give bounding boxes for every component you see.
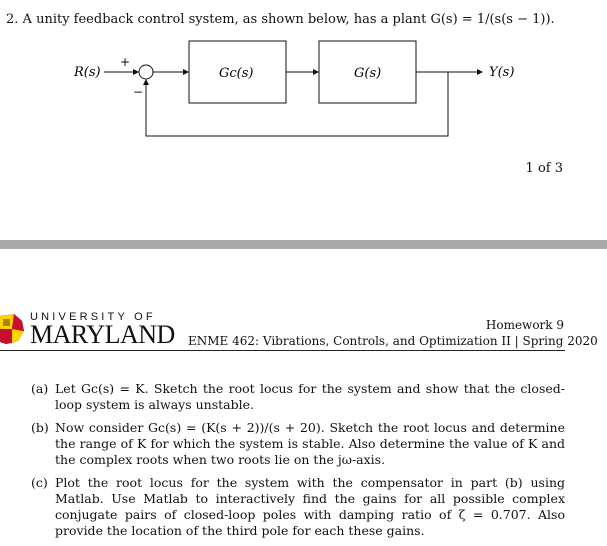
logo-university-of: UNIVERSITY OF: [30, 311, 156, 323]
page-number: 1 of 3: [525, 161, 563, 176]
output-label: Y(s): [489, 65, 515, 80]
summing-junction: [139, 65, 153, 79]
part-c-text: Plot the root locus for the system with the compensator in part (b) using Matlab. Use Matlab to interactively find the gains for all possible complex conjugate pairs of closed-loop poles with damping ratio of ζ = 0.707. Also provide the location of the third pole for each these gains.: [55, 475, 565, 538]
part-a-text: Let Gc(s) = K. Sketch the root locus for the system and show that the closed-loop system is always unstable.: [55, 381, 565, 412]
part-b: [31, 420, 565, 468]
feedback-path: [146, 72, 448, 136]
controller-label: Gc(s): [219, 66, 254, 81]
part-a: [31, 381, 565, 413]
part-c-label: (c): [31, 475, 48, 490]
plus-sign: +: [120, 55, 131, 69]
homework-label: Homework 9: [485, 318, 564, 332]
part-c: [31, 475, 565, 539]
part-b-text: Now consider Gc(s) = (K(s + 2))/(s + 20). Sketch the root locus and determine the range of K for which the system is stable. Also determine the value of K and the complex roots when two roots lie on the jω-axis.: [55, 420, 565, 467]
header-rule: [0, 350, 565, 351]
logo-maryland: MARYLAND: [30, 320, 175, 349]
part-b-label: (b): [31, 420, 49, 435]
problem-text: A unity feedback control system, as shown below, has a plant G(s) = 1/(s(s − 1)).: [22, 12, 555, 27]
input-label: R(s): [74, 65, 101, 80]
minus-sign: −: [133, 85, 144, 99]
block-diagram: [0, 0, 607, 240]
problem-number: 2.: [6, 12, 19, 27]
page-divider: [0, 240, 607, 249]
problem-parts: [31, 381, 565, 546]
plant-label: G(s): [354, 66, 382, 81]
maryland-flag-icon: [0, 313, 26, 345]
part-a-label: (a): [31, 381, 49, 396]
course-title: ENME 462: Vibrations, Controls, and Optimization II | Spring 2020: [188, 334, 598, 348]
